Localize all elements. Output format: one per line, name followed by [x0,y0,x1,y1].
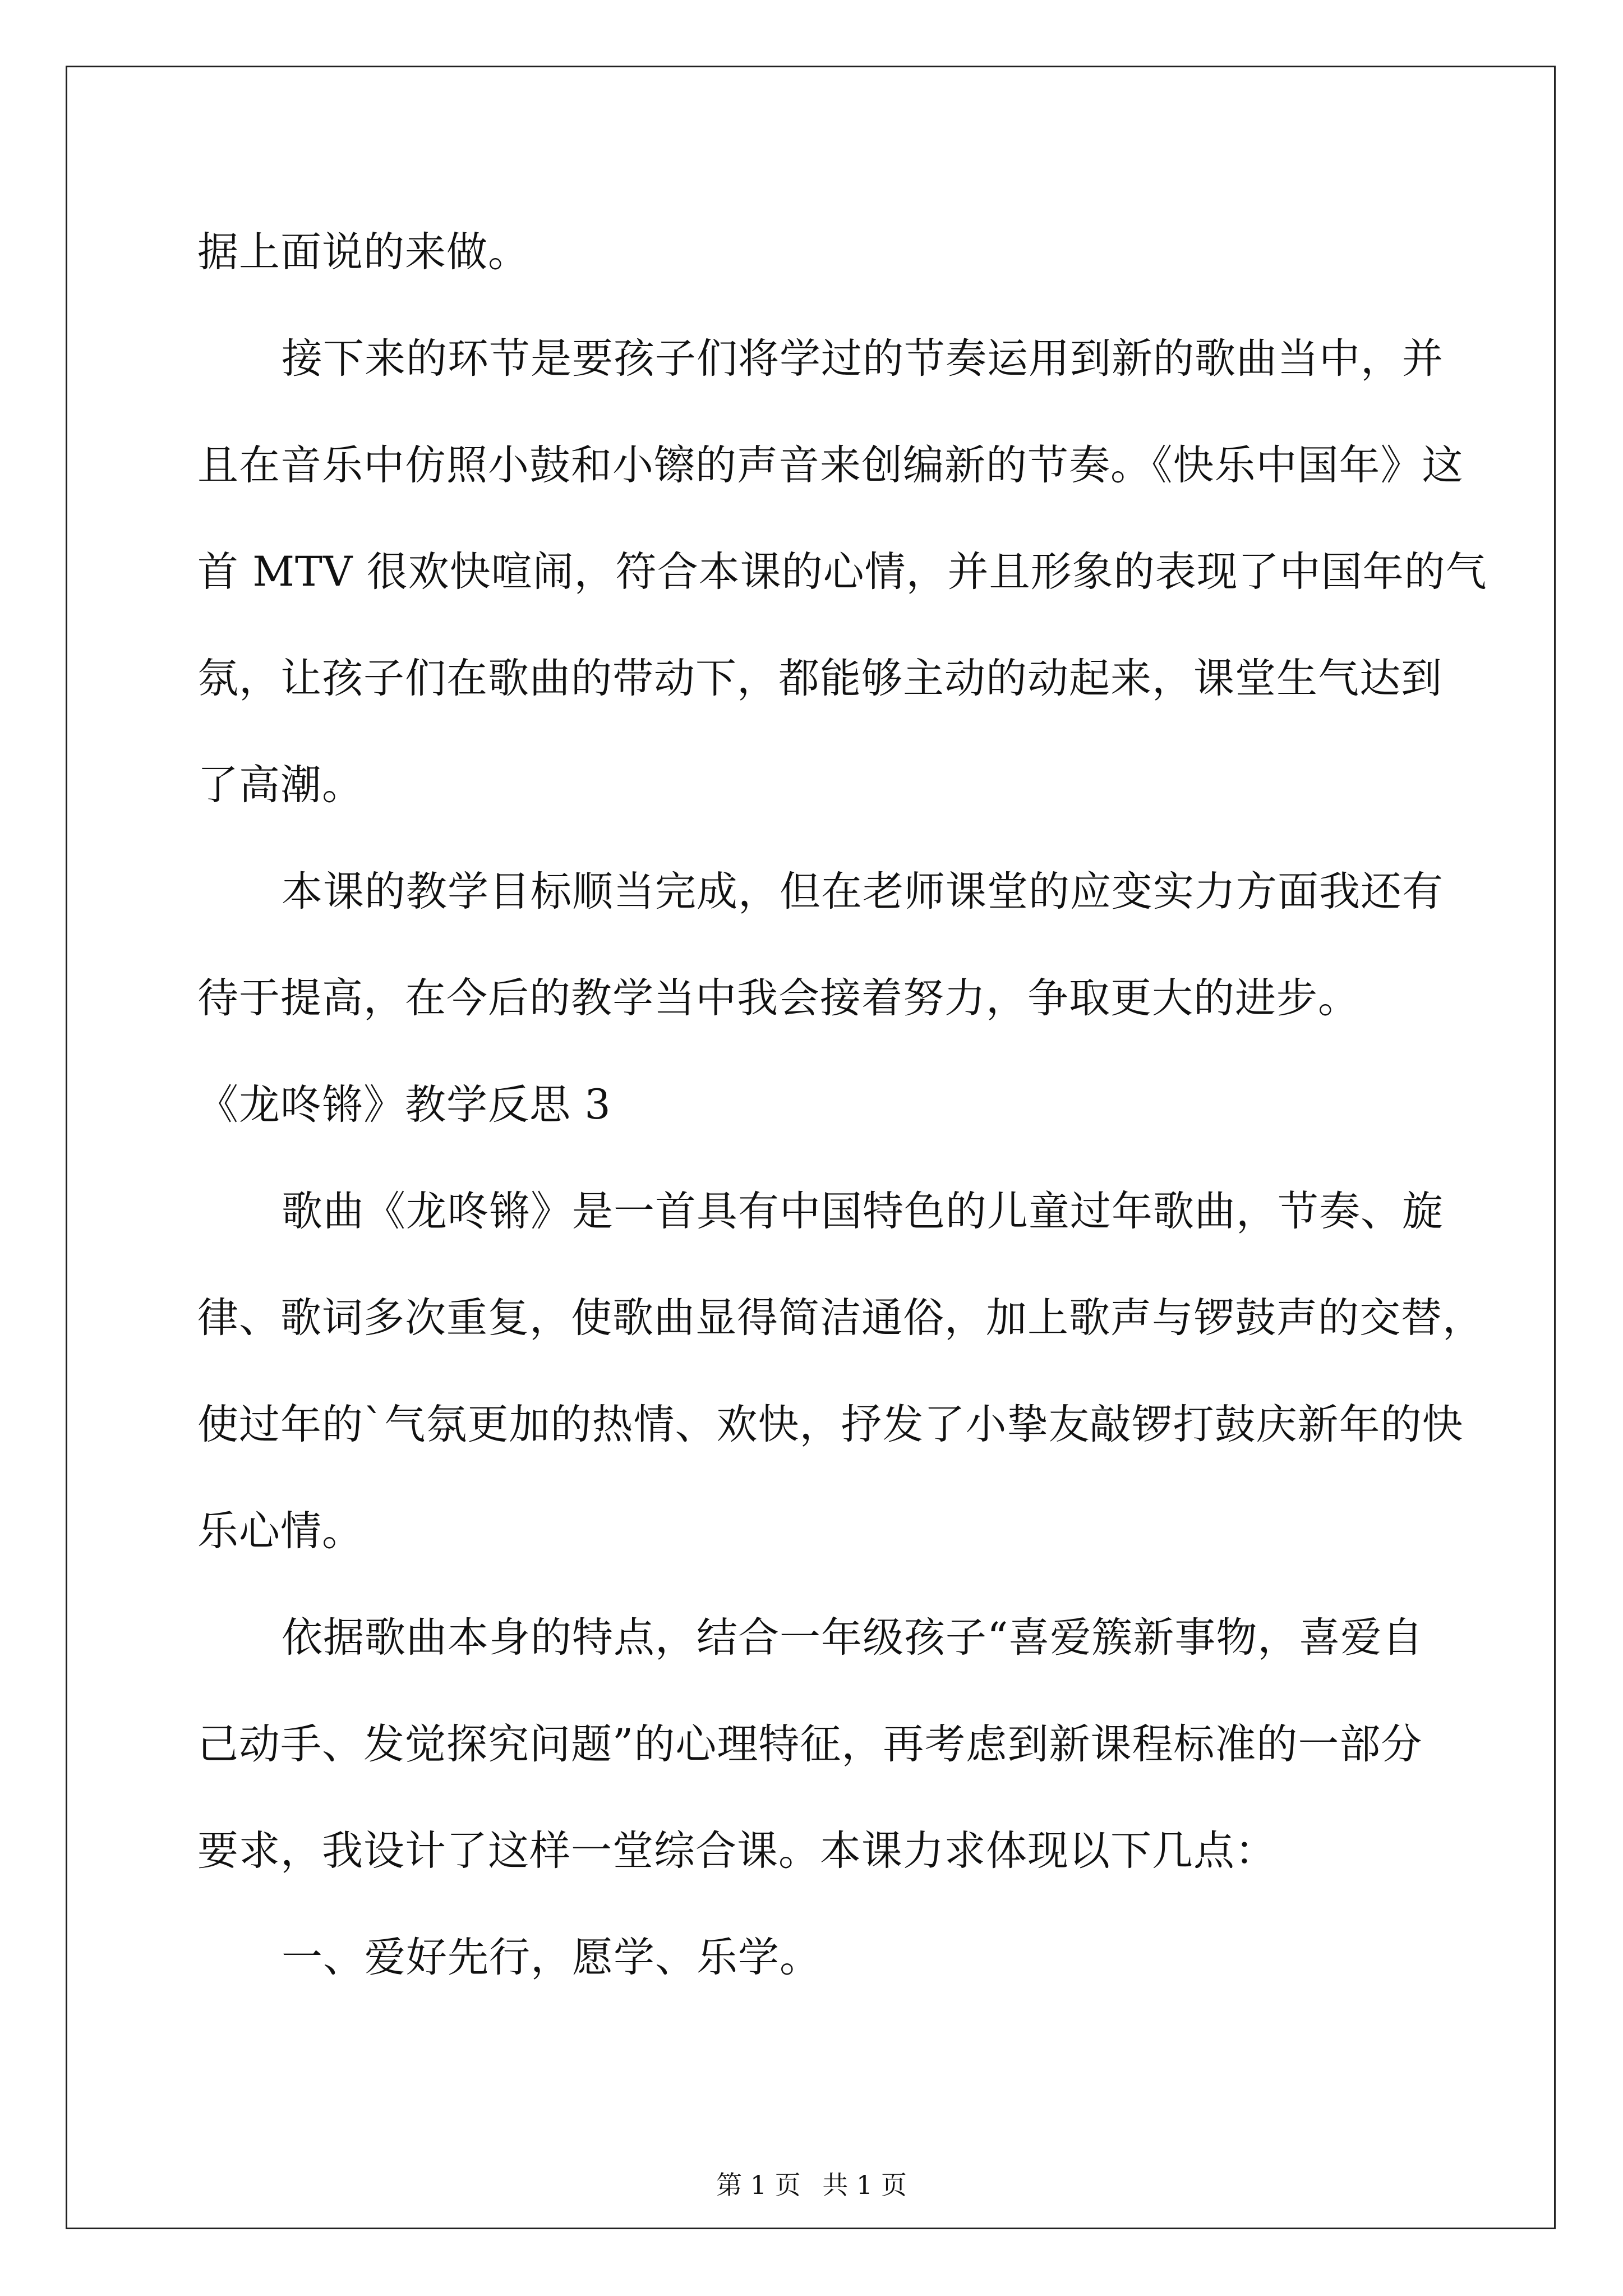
text-line: 且在音乐中仿照小鼓和小镲的声音来创编新的节奏。《快乐中国年》这 [197,441,1464,489]
text-line: 据上面说的来做。 [197,228,529,276]
document-body [197,199,1487,2011]
page-footer [0,2168,1623,2202]
text-line: 待于提高，在今后的教学当中我会接着努力，争取更大的进步。 [197,974,1359,1022]
text-line: 首 MTV 很欢快喧闹，符合本课的心情，并且形象的表现了中国年的气 [197,548,1487,596]
section-heading: 《龙咚锵》教学反思 3 [197,1081,611,1129]
text-line: 本课的教学目标顺当完成，但在老师课堂的应变实力方面我还有 [282,868,1444,915]
text-line: 要求，我设计了这样一堂综合课。本课力求体现以下几点： [197,1827,1276,1875]
text-line: 律、歌词多次重复，使歌曲显得简洁通俗，加上歌声与锣鼓声的交替， [197,1294,1484,1342]
text-line: 己动手、发觉探究问题”的心理特征，再考虑到新课程标准的一部分 [197,1720,1423,1768]
text-line: 接下来的环节是要孩子们将学过的节奏运用到新的歌曲当中，并 [282,335,1444,383]
page-number: 第 1 页 [716,2170,801,2200]
text-line: 依据歌曲本身的特点，结合一年级孩子“喜爱簇新事物，喜爱自 [282,1614,1424,1662]
page-total: 共 1 页 [822,2170,907,2200]
text-line: 氛，让孩子们在歌曲的带动下，都能够主动的动起来，课堂生气达到 [197,655,1442,702]
text-line: 一、爱好先行，愿学、乐学。 [282,1934,821,1981]
text-line: 了高潮。 [197,761,363,809]
text-line: 歌曲《龙咚锵》是一首具有中国特色的儿童过年歌曲，节奏、旋 [282,1188,1444,1235]
text-line: 使过年的`气氛更加的热情、欢快，抒发了小挚友敲锣打鼓庆新年的快 [197,1401,1464,1448]
text-line: 乐心情。 [197,1507,363,1555]
